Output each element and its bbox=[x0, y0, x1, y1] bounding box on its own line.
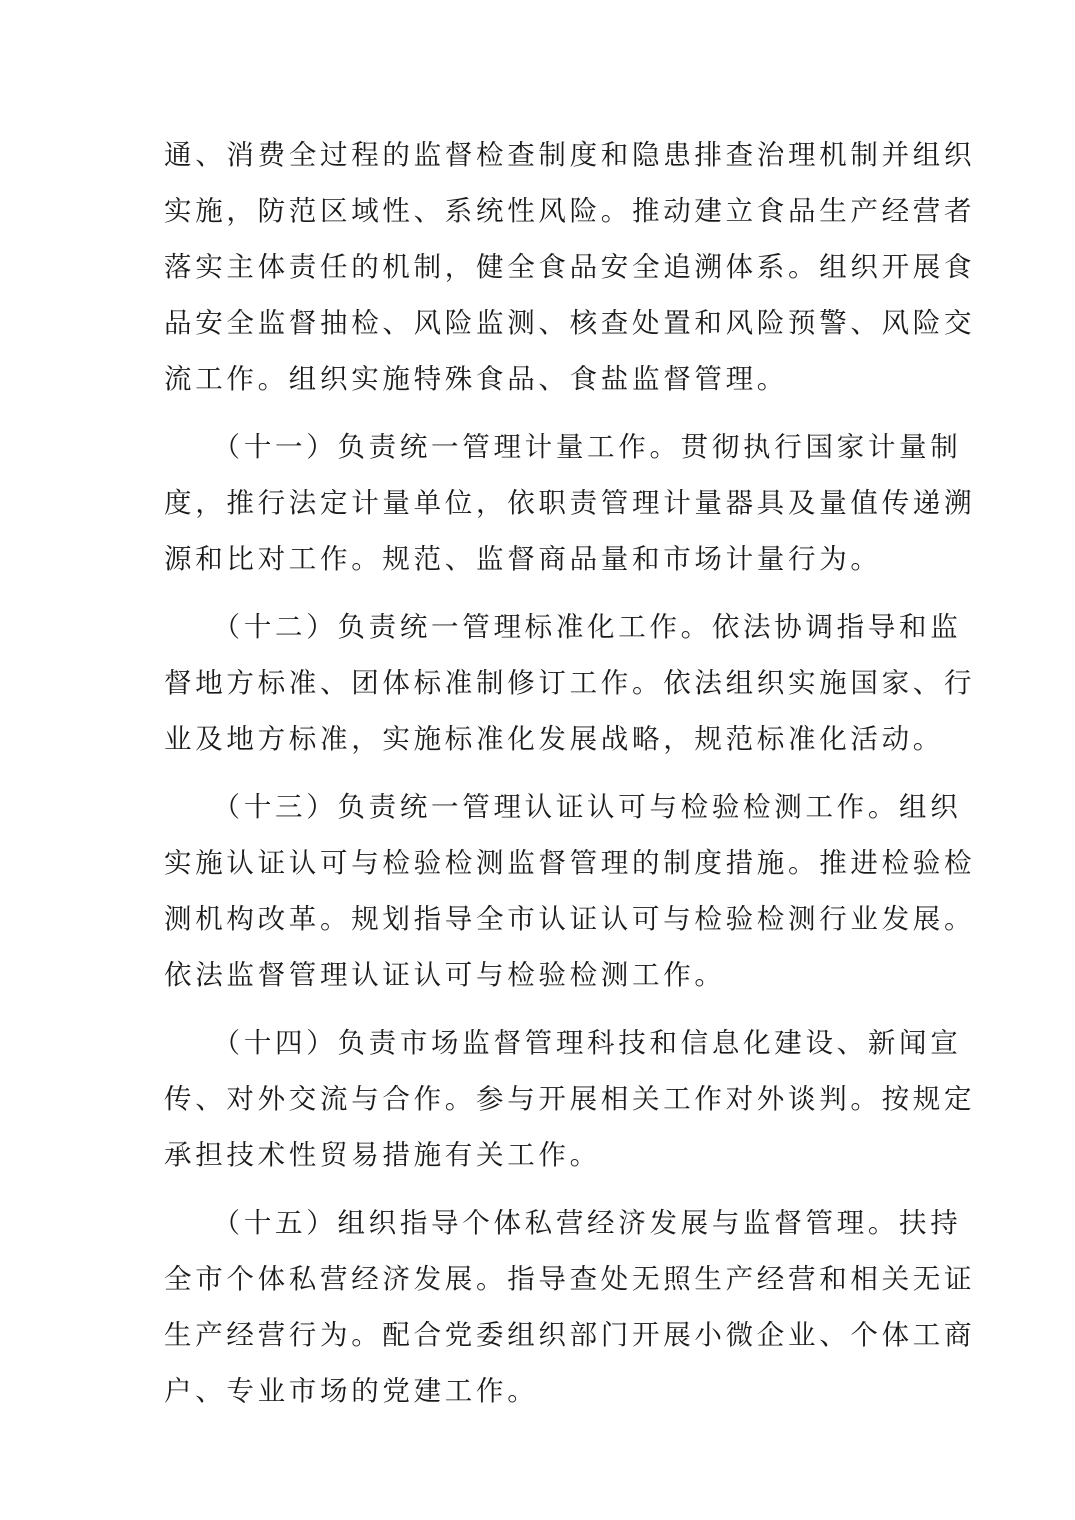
text-line: 全市个体私营经济发展。指导查处无照生产经营和相关无证 bbox=[164, 1263, 976, 1295]
text-line: 传、对外交流与合作。参与开展相关工作对外谈判。按规定 bbox=[164, 1083, 976, 1115]
text-line: 品安全监督抽检、风险监测、核查处置和风险预警、风险交 bbox=[164, 307, 976, 339]
text-line: 源和比对工作。规范、监督商品量和市场计量行为。 bbox=[164, 543, 882, 575]
text-line: 依法监督管理认证认可与检验检测工作。 bbox=[164, 959, 726, 991]
text-line: 实施认证认可与检验检测监督管理的制度措施。推进检验检 bbox=[164, 847, 976, 879]
text-line: 流工作。组织实施特殊食品、食盐监督管理。 bbox=[164, 363, 788, 395]
text-line: 测机构改革。规划指导全市认证认可与检验检测行业发展。 bbox=[164, 903, 976, 935]
text-line: （十三）负责统一管理认证认可与检验检测工作。组织 bbox=[164, 791, 962, 823]
text-line: （十二）负责统一管理标准化工作。依法协调指导和监 bbox=[164, 611, 962, 643]
text-line: 督地方标准、团体标准制修订工作。依法组织实施国家、行 bbox=[164, 667, 976, 699]
text-line: 实施，防范区域性、系统性风险。推动建立食品生产经营者 bbox=[164, 195, 976, 227]
text-line: （十四）负责市场监督管理科技和信息化建设、新闻宣 bbox=[164, 1027, 962, 1059]
paragraph-item-15-private-economy bbox=[164, 1195, 976, 1419]
text-line: 承担技术性贸易措施有关工作。 bbox=[164, 1139, 601, 1171]
paragraph-item-13-certification bbox=[164, 779, 976, 1003]
text-line: 度，推行法定计量单位，依职责管理计量器具及量值传递溯 bbox=[164, 487, 976, 519]
text-line: （十五）组织指导个体私营经济发展与监督管理。扶持 bbox=[164, 1207, 962, 1239]
paragraph-item-12-standardization bbox=[164, 599, 976, 767]
text-line: 落实主体责任的机制，健全食品安全追溯体系。组织开展食 bbox=[164, 251, 976, 283]
text-line: 业及地方标准，实施标准化发展战略，规范标准化活动。 bbox=[164, 723, 944, 755]
paragraph-item-14-technology bbox=[164, 1015, 976, 1183]
text-line: 生产经营行为。配合党委组织部门开展小微企业、个体工商 bbox=[164, 1319, 976, 1351]
text-line: 通、消费全过程的监督检查制度和隐患排查治理机制并组织 bbox=[164, 139, 976, 171]
paragraph-item-11-metrology bbox=[164, 419, 976, 587]
paragraph-food-safety bbox=[164, 127, 976, 407]
text-line: 户、专业市场的党建工作。 bbox=[164, 1375, 539, 1407]
text-line: （十一）负责统一管理计量工作。贯彻执行国家计量制 bbox=[164, 431, 962, 463]
